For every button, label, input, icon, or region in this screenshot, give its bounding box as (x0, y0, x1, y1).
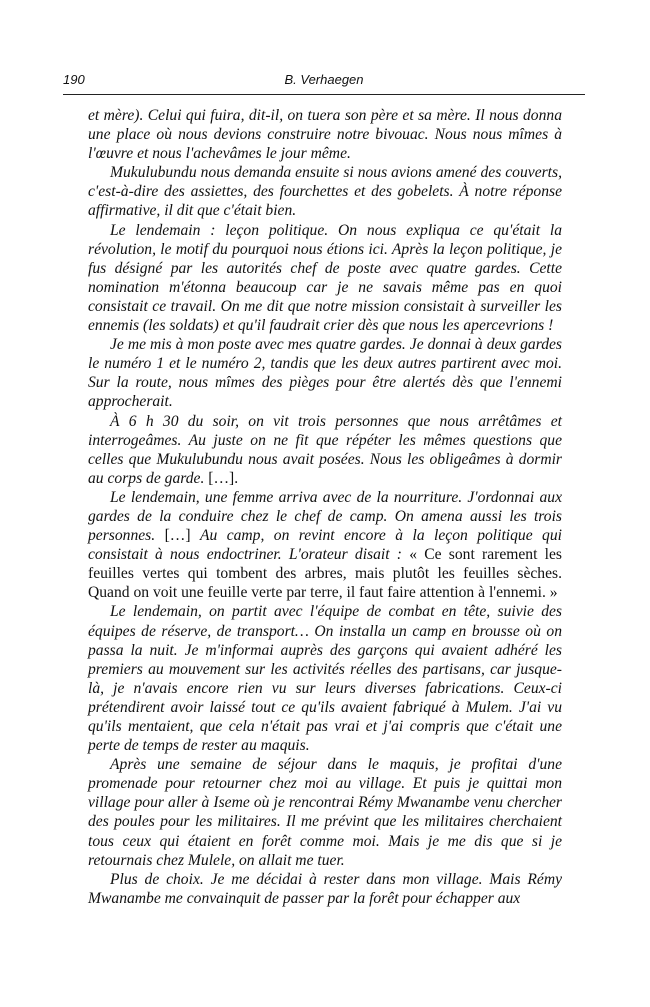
italic-text-segment: Le lendemain, on partit avec l'équipe de combat en tête, suivie des équipes de réserve, de transport… On installa un camp en brousse où on passa la nuit. Je m'informai auprès des garçons qui avaient adhéré les premiers au mouvement sur les activités réelles des partisans, car jusque-là, je n'avais encore rien vu sur leurs diverses fabrications. Ceux-ci prétendirent avoir laissé tout ce qu'ils avaient fabriqué à Mulem. J'ai vu qu'ils mentaient, que cela n'était pas vrai et j'ai compris que c'était une perte de temps de rester au maquis. (88, 603, 562, 755)
running-head-author: B. Verhaegen (284, 72, 364, 87)
italic-text-segment: Après une semaine de séjour dans le maquis, je profitai d'une promenade pour retourner chez moi au village. Et puis je quittai mon village pour aller à Iseme où je rencontrai Rémy Mwanambe venu chercher des poules pour les militaires. Il me prévint que les militaires cherchaient tous ceux qui étaient en forêt comme moi. Mais je me dis que si je retournais chez Mulele, on allait me tuer. (88, 756, 562, 869)
paragraph (88, 602, 562, 755)
italic-text-segment: Au camp, on revint encore à la leçon politique qui consistait à nous endoctriner. L'orateur disait : (88, 527, 562, 564)
italic-text-segment: Le lendemain : leçon politique. On nous expliqua ce qu'était la révolution, le motif du pourquoi nous étions ici. Après la leçon politique, je fus désigné par les autorités chef de poste avec quatre gardes. Cette nomination m'étonna beaucoup car je ne savais même pas en quoi consistait ce travail. On me dit que notre mission consistait à surveiller les ennemis (les soldats) et qu'il faudrait crier dès que nous les apercevrions ! (88, 221, 562, 335)
italic-text-segment: Mukulubundu nous demanda ensuite si nous avions amené des couverts, c'est-à-dire des assiettes, des fourchettes et des gobelets. À notre réponse affirmative, il dit que c'était bien. (88, 164, 562, 220)
paragraph (88, 755, 562, 870)
body-text (88, 106, 562, 908)
paragraph (88, 488, 562, 603)
italic-text-segment: Je me mis à mon poste avec mes quatre gardes. Je donnai à deux gardes le numéro 1 et le numéro 2, tandis que les deux autres partirent avec moi. Sur la route, nous mîmes des pièges pour être alertés dès que l'ennemi approcherait. (88, 336, 562, 411)
paragraph (88, 163, 562, 220)
paragraph (88, 412, 562, 488)
roman-text-segment: […] (164, 527, 200, 545)
roman-text-segment: « Ce sont rarement les feuilles vertes qui tombent des arbres, mais plutôt les feuilles sèches. Quand on voit une feuille verte par terre, il faut faire attention à l'ennemi. » (88, 546, 562, 602)
roman-text-segment: […]. (208, 469, 239, 487)
italic-text-segment: et mère). Celui qui fuira, dit-il, on tuera son père et sa mère. Il nous donna une place où nous devions construire notre bivouac. Nous nous mîmes à l'œuvre et nous l'achevâmes le jour même. (88, 107, 562, 163)
italic-text-segment: Plus de choix. Je me décidai à rester dans mon village. Mais Rémy Mwanambe me convainquit de passer par la forêt pour échapper aux (88, 870, 562, 907)
paragraph (88, 335, 562, 411)
paragraph (88, 106, 562, 163)
paragraph (88, 870, 562, 908)
page-header (63, 70, 585, 90)
italic-text-segment: Le lendemain, une femme arriva avec de la nourriture. J'ordonnai aux gardes de la conduire chez le chef de camp. On amena aussi les trois personnes. (88, 488, 562, 545)
page-number: 190 (63, 72, 85, 87)
header-rule (63, 94, 585, 95)
paragraph (88, 221, 562, 336)
italic-text-segment: À 6 h 30 du soir, on vit trois personnes que nous arrêtâmes et interrogeâmes. Au juste on ne fit que répéter les mêmes questions que celles que Mukulubundu nous avait posées. Nous les obligeâmes à dormir au corps de garde. (88, 412, 562, 487)
